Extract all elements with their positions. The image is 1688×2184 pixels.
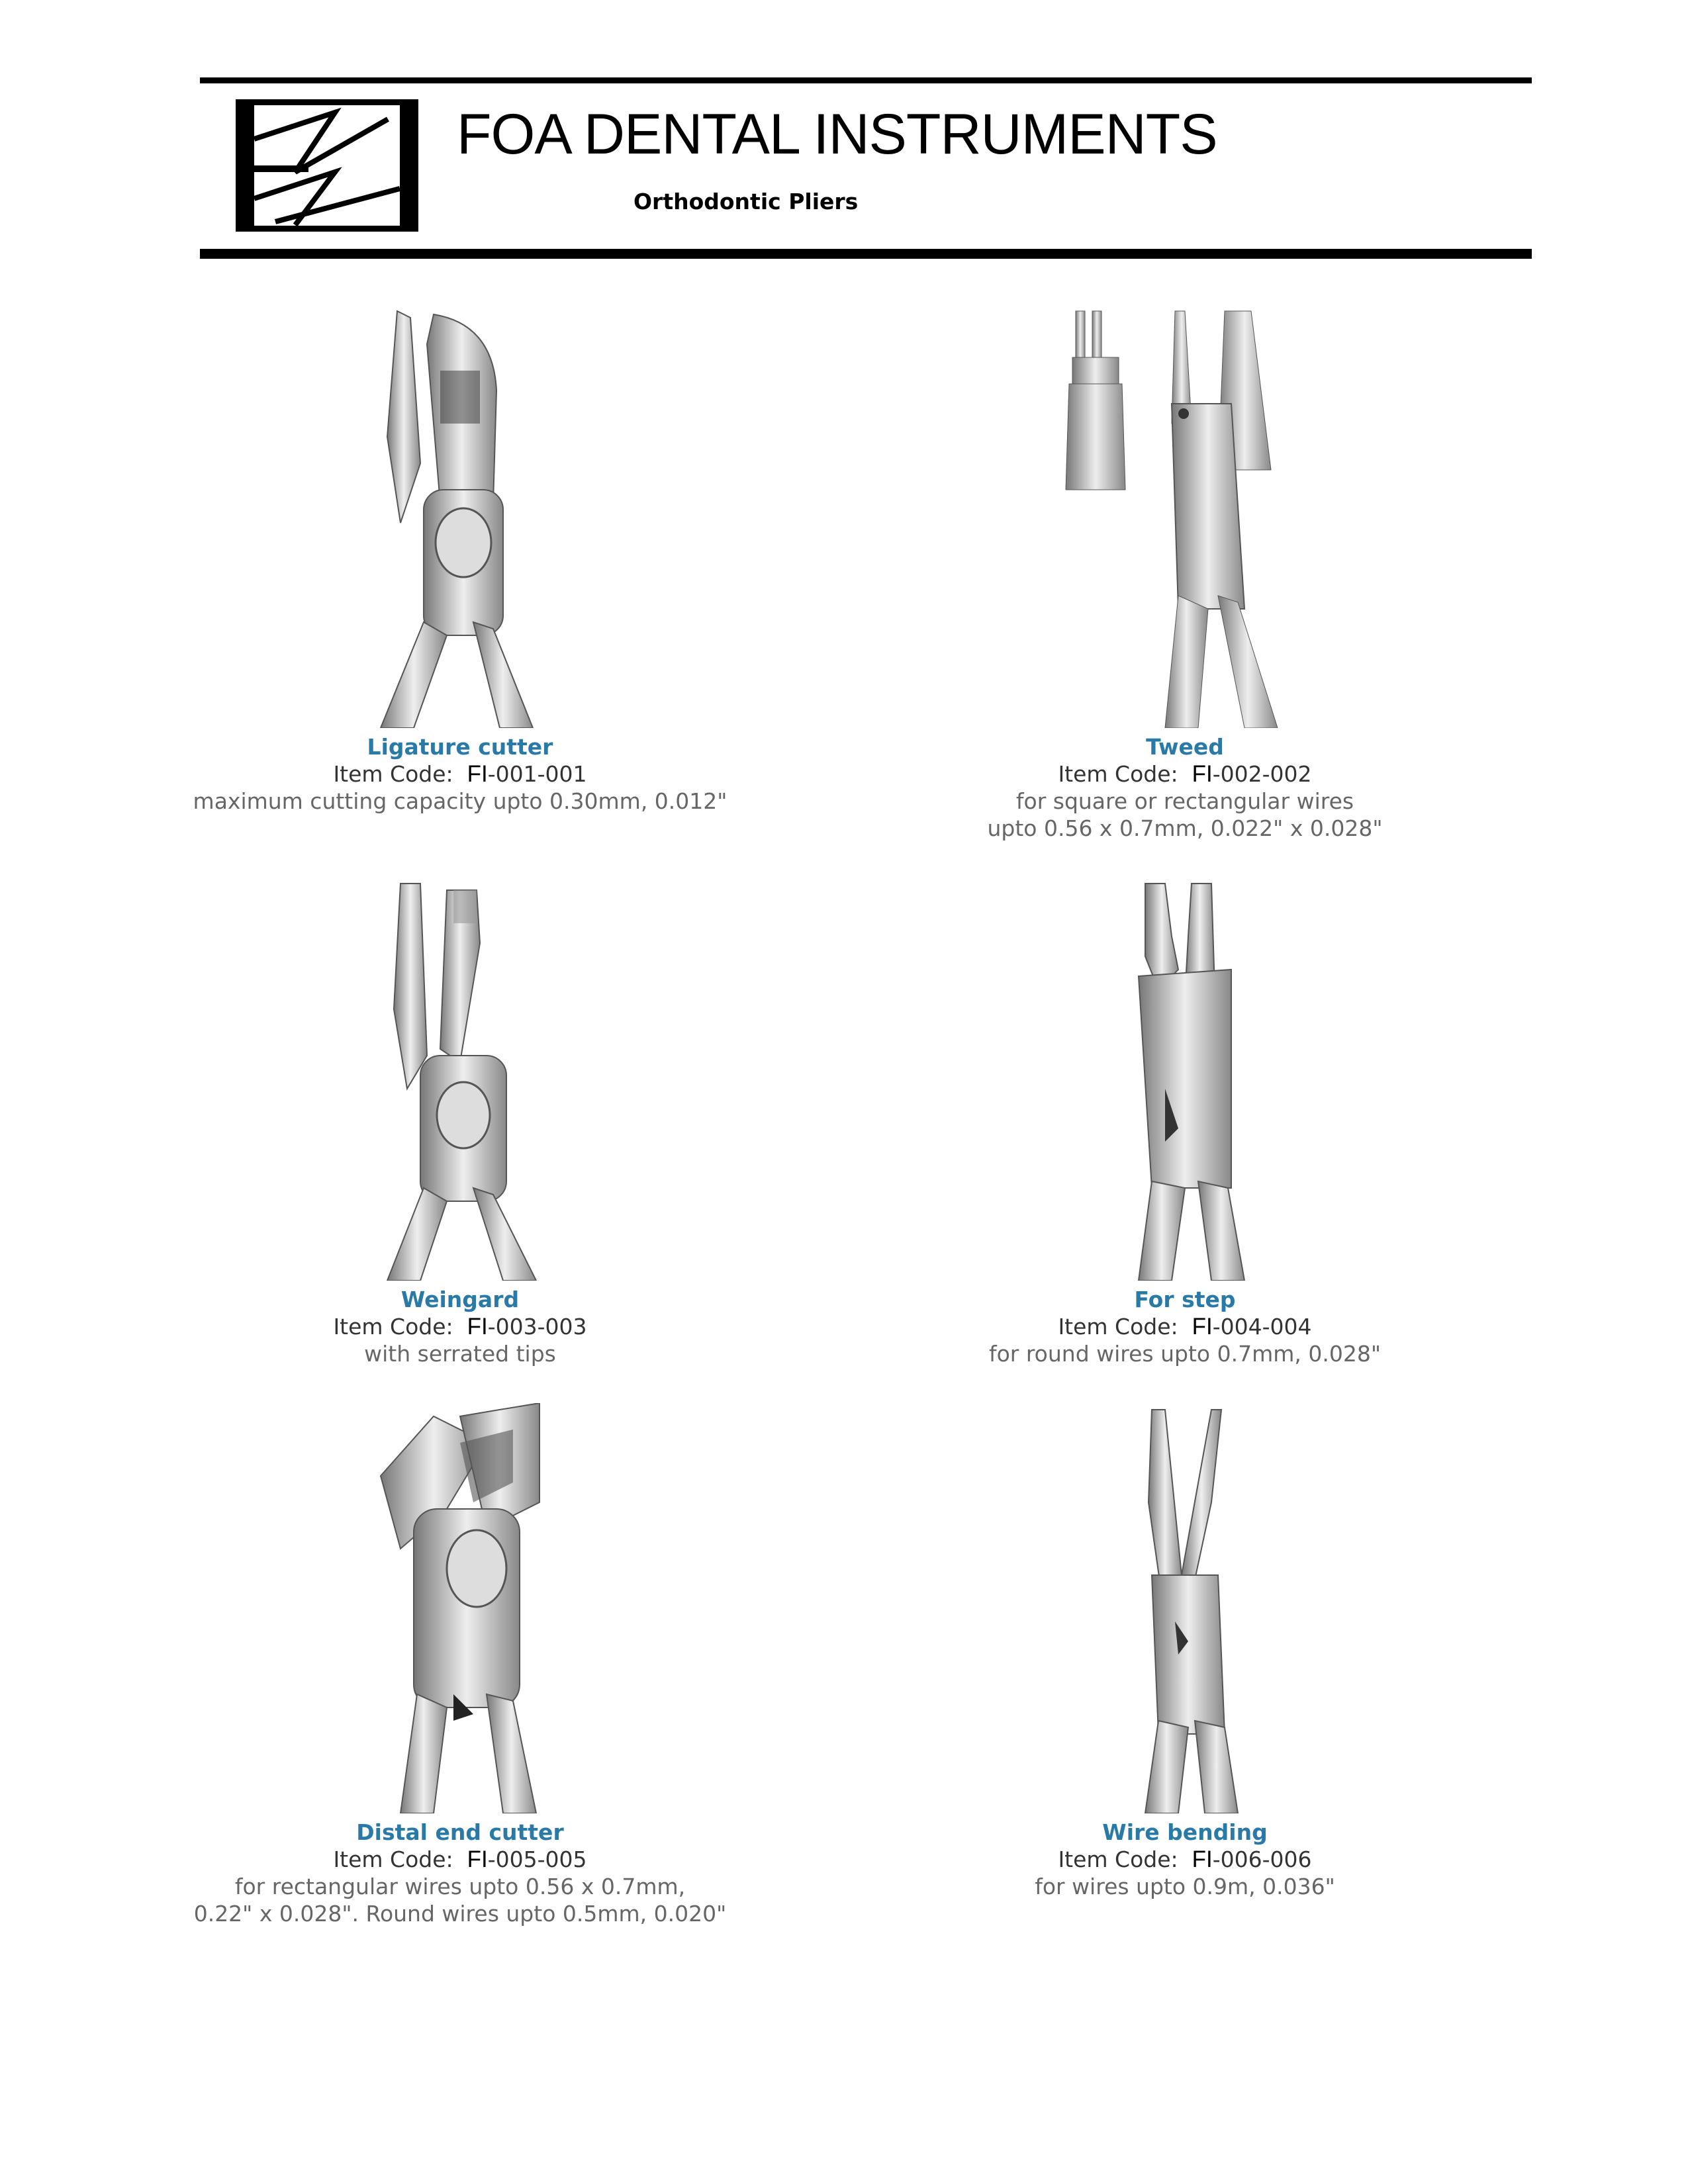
wire-bending-image <box>1112 1403 1258 1813</box>
product-name: Ligature cutter <box>367 734 553 760</box>
product-name: Distal end cutter <box>356 1819 564 1845</box>
item-code-number: -004-004 <box>1212 1314 1312 1340</box>
item-code-prefix: FI <box>1192 761 1213 787</box>
item-code <box>854 760 1516 788</box>
product-description: for rectangular wires upto 0.56 x 0.7mm, <box>234 1874 686 1899</box>
page-subtitle: Orthodontic Pliers <box>633 189 859 214</box>
product-caption <box>854 733 1516 842</box>
item-code-prefix: FI <box>1192 1846 1213 1872</box>
item-code-label: Item Code: <box>1058 1314 1178 1340</box>
item-code-prefix: FI <box>467 1846 488 1872</box>
for-step-image <box>1099 877 1271 1281</box>
ligature-cutter-image <box>361 304 559 728</box>
company-logo <box>236 99 418 232</box>
product-name: Weingard <box>400 1287 520 1312</box>
product-caption <box>854 1819 1516 1900</box>
item-code <box>129 1313 791 1340</box>
product-caption <box>129 1819 791 1927</box>
item-code <box>129 1846 791 1873</box>
item-code-prefix: FI <box>1192 1314 1213 1340</box>
item-code-label: Item Code: <box>333 1846 453 1872</box>
product-description: for square or rectangular wires <box>1015 788 1354 814</box>
item-code <box>129 760 791 788</box>
item-code-label: Item Code: <box>333 1314 453 1340</box>
item-code-label: Item Code: <box>1058 761 1178 787</box>
distal-end-cutter-image <box>361 1403 559 1813</box>
product-description: for wires upto 0.9m, 0.036" <box>1035 1874 1335 1899</box>
item-code-prefix: FI <box>467 1314 488 1340</box>
item-code-number: -002-002 <box>1212 761 1312 787</box>
item-code-number: -001-001 <box>487 761 587 787</box>
item-code-label: Item Code: <box>1058 1846 1178 1872</box>
item-code-number: -003-003 <box>487 1314 587 1340</box>
product-description: upto 0.56 x 0.7mm, 0.022" x 0.028" <box>987 815 1383 841</box>
product-name: Tweed <box>1146 734 1224 760</box>
product-caption <box>854 1286 1516 1367</box>
tweed-image <box>1059 304 1311 728</box>
item-code-number: -005-005 <box>487 1846 587 1872</box>
header-bottom-rule <box>200 249 1532 259</box>
item-code-prefix: FI <box>467 761 488 787</box>
product-description: for round wires upto 0.7mm, 0.028" <box>988 1341 1382 1367</box>
brand-title: FOA DENTAL INSTRUMENTS <box>457 103 1217 166</box>
item-code-label: Item Code: <box>333 761 453 787</box>
weingard-image <box>361 877 559 1281</box>
item-code <box>854 1313 1516 1340</box>
product-caption <box>129 1286 791 1367</box>
product-caption <box>129 733 791 815</box>
product-description: 0.22" x 0.028". Round wires upto 0.5mm, 0.020" <box>193 1901 727 1927</box>
item-code <box>854 1846 1516 1873</box>
header-top-rule <box>200 77 1532 83</box>
item-code-number: -006-006 <box>1212 1846 1312 1872</box>
product-description: with serrated tips <box>364 1341 556 1367</box>
product-name: For step <box>1134 1287 1236 1312</box>
product-name: Wire bending <box>1102 1819 1268 1845</box>
product-description: maximum cutting capacity upto 0.30mm, 0.012" <box>193 788 727 814</box>
